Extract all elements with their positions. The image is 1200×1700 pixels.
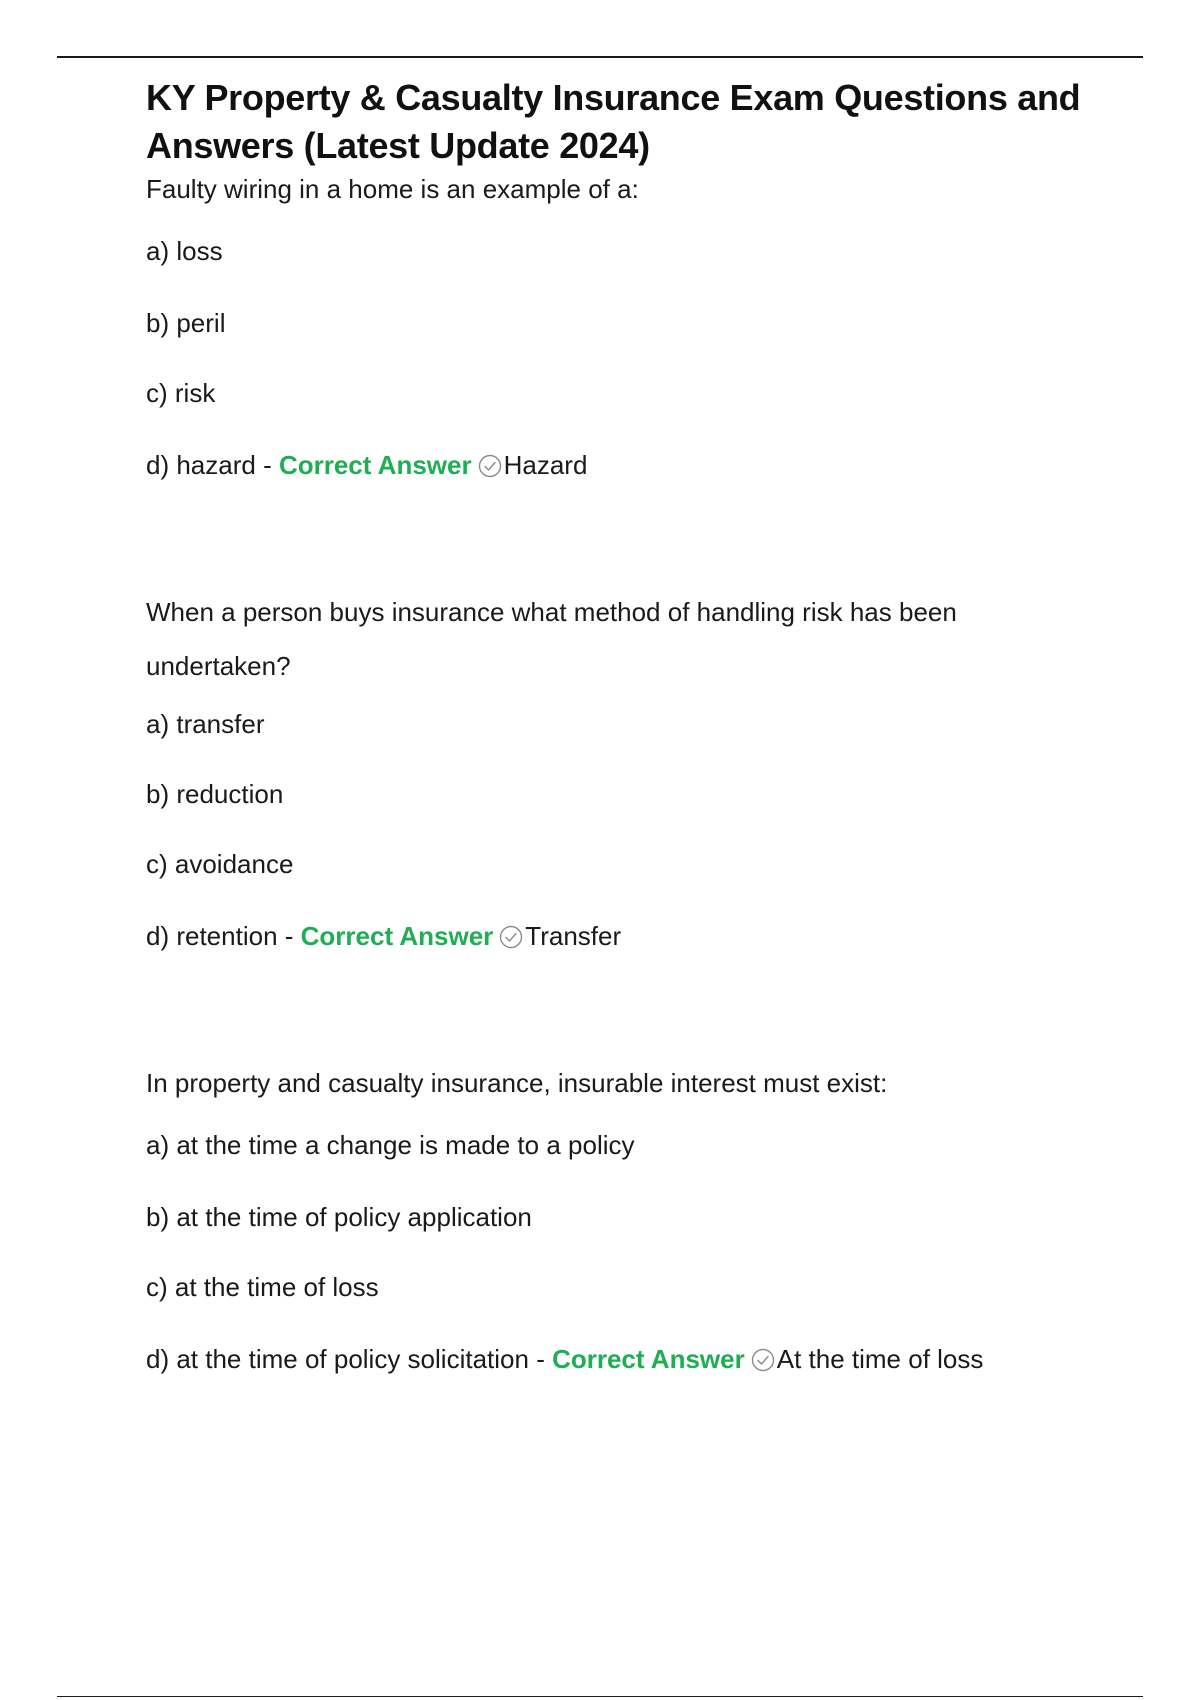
correct-answer-value: Transfer	[525, 921, 622, 951]
question-text: Faulty wiring in a home is an example of a:	[146, 174, 639, 204]
question-2	[146, 585, 1086, 953]
document-title	[146, 74, 1086, 170]
question-text: In property and casualty insurance, insurable interest must exist:	[146, 1068, 888, 1098]
option-b: b) peril	[146, 308, 226, 338]
question-3	[146, 1056, 1086, 1376]
option-d-with-answer	[146, 448, 1086, 482]
option-d: d) at the time of policy solicitation	[146, 1344, 529, 1374]
answer-separator: -	[277, 921, 301, 951]
option-a: a) loss	[146, 236, 223, 266]
top-divider	[57, 56, 1143, 58]
document-body	[146, 74, 1086, 1376]
check-circle-icon	[751, 1348, 775, 1372]
answer-separator: -	[528, 1344, 553, 1374]
option-a: a) at the time a change is made to a policy	[146, 1130, 635, 1160]
option-c: c) risk	[146, 378, 216, 408]
option-c: c) avoidance	[146, 849, 294, 879]
correct-answer-value: Hazard	[503, 450, 588, 480]
question-1	[146, 162, 1086, 482]
check-circle-icon	[478, 454, 502, 478]
title-line-2: Answers (Latest Update 2024)	[146, 125, 650, 166]
correct-answer-label: Correct Answer	[278, 450, 472, 480]
check-circle-icon	[499, 925, 523, 949]
question-text-line-2: undertaken?	[146, 651, 291, 681]
option-d-with-answer	[146, 919, 1086, 953]
option-b: b) reduction	[146, 779, 284, 809]
question-text-line-1: When a person buys insurance what method of handling risk has been	[146, 597, 957, 627]
answer-separator: -	[255, 450, 279, 480]
option-a: a) transfer	[146, 709, 265, 739]
correct-answer-value: At the time of loss	[776, 1344, 984, 1374]
option-d: d) hazard	[146, 450, 256, 480]
correct-answer-label: Correct Answer	[300, 921, 494, 951]
option-b: b) at the time of policy application	[146, 1202, 532, 1232]
correct-answer-label: Correct Answer	[552, 1344, 745, 1374]
title-line-1: KY Property & Casualty Insurance Exam Questions and	[146, 77, 1081, 118]
bottom-divider	[57, 1696, 1143, 1697]
option-c: c) at the time of loss	[146, 1272, 379, 1302]
option-d-with-answer	[146, 1342, 1086, 1376]
option-d: d) retention	[146, 921, 278, 951]
